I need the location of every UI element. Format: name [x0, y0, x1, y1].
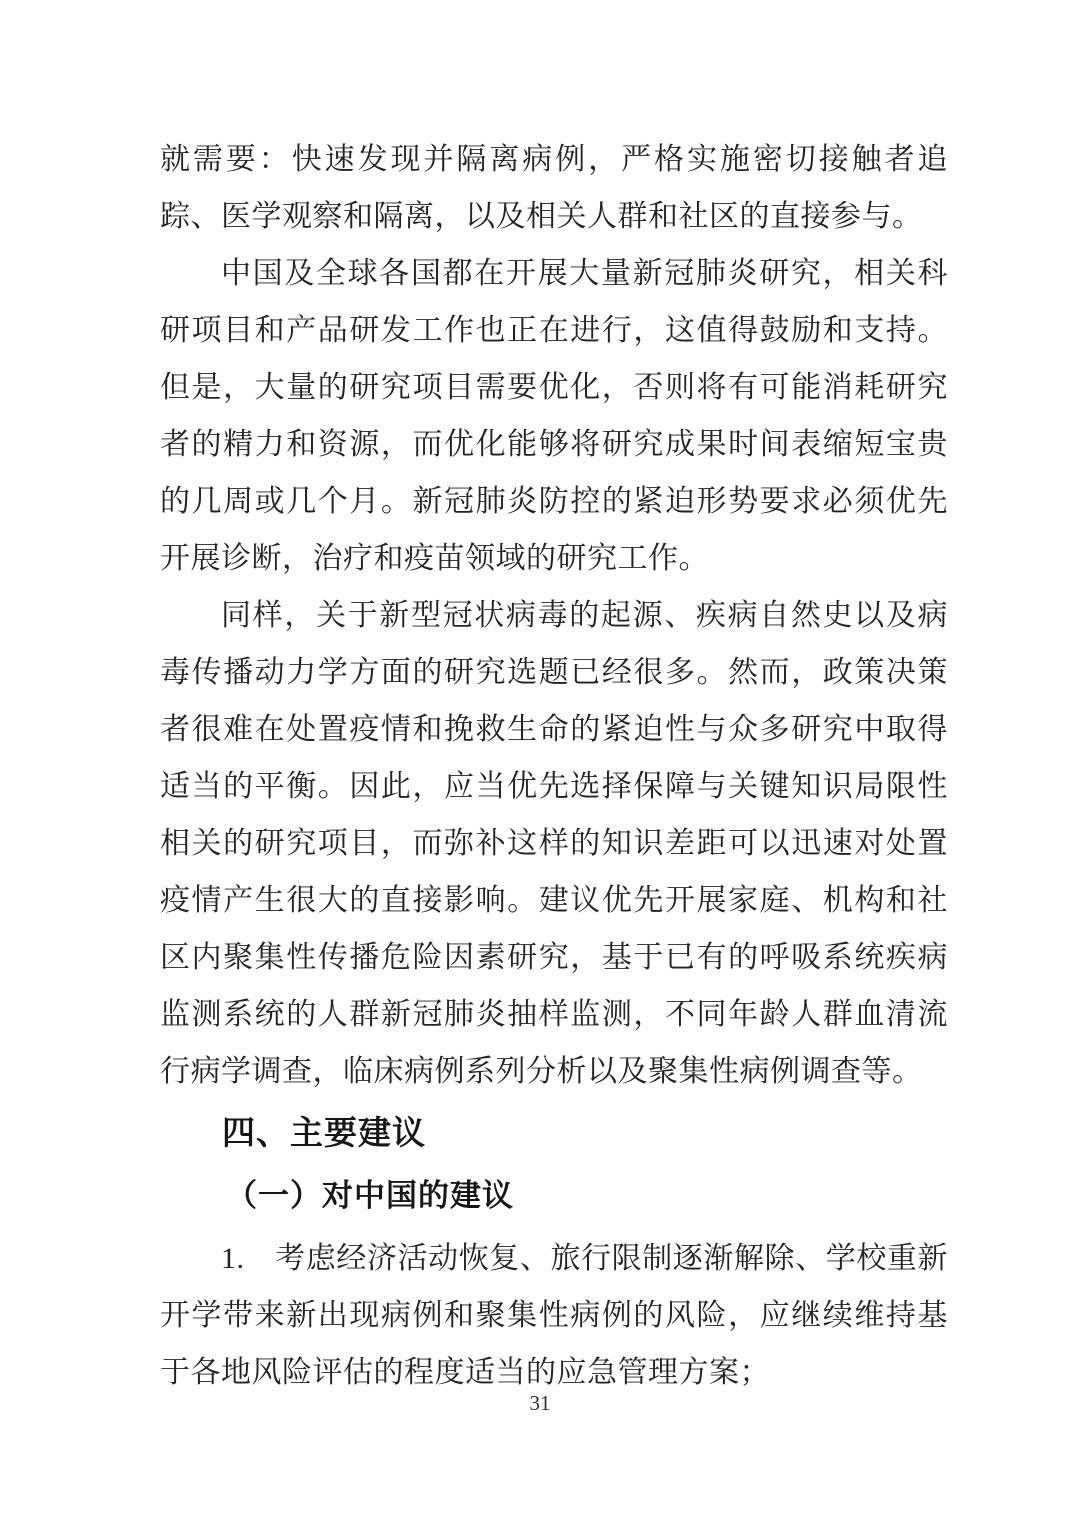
- paragraph-continuation: 就需要：快速发现并隔离病例，严格实施密切接触者追踪、医学观察和隔离，以及相关人群和社区的直接参与。: [160, 143, 948, 233]
- subsection-heading: （一）对中国的建议: [226, 1178, 514, 1213]
- numbered-list-item: 1. 考虑经济活动恢复、旅行限制逐渐解除、学校重新开学带来新出现病例和聚集性病例的风险，应继续维持基于各地风险评估的程度适当的应急管理方案；: [160, 1242, 948, 1389]
- paragraph: 中国及全球各国都在开展大量新冠肺炎研究，相关科研项目和产品研发工作也正在进行，这值得鼓励和支持。但是，大量的研究项目需要优化，否则将有可能消耗研究者的精力和资源，而优化能够将研究成果时间表缩短宝贵的几周或几个月。新冠肺炎防控的紧迫形势要求必须优先开展诊断，治疗和疫苗领域的研究工作。: [160, 257, 948, 575]
- section-heading: 四、主要建议: [222, 1114, 426, 1151]
- paragraph: 同样，关于新型冠状病毒的起源、疾病自然史以及病毒传播动力学方面的研究选题已经很多。然而，政策决策者很难在处置疫情和挽救生命的紧迫性与众多研究中取得适当的平衡。因此，应当优先选择保障与关键知识局限性相关的研究项目，而弥补这样的知识差距可以迅速对处置疫情产生很大的直接影响。建议优先开展家庭、机构和社区内聚集性传播危险因素研究，基于已有的呼吸系统疾病监测系统的人群新冠肺炎抽样监测，不同年龄人群血清流行病学调查，临床病例系列分析以及聚集性病例调查等。: [160, 599, 948, 1088]
- page-content: [160, 131, 948, 1401]
- page-number: 31: [529, 1391, 551, 1415]
